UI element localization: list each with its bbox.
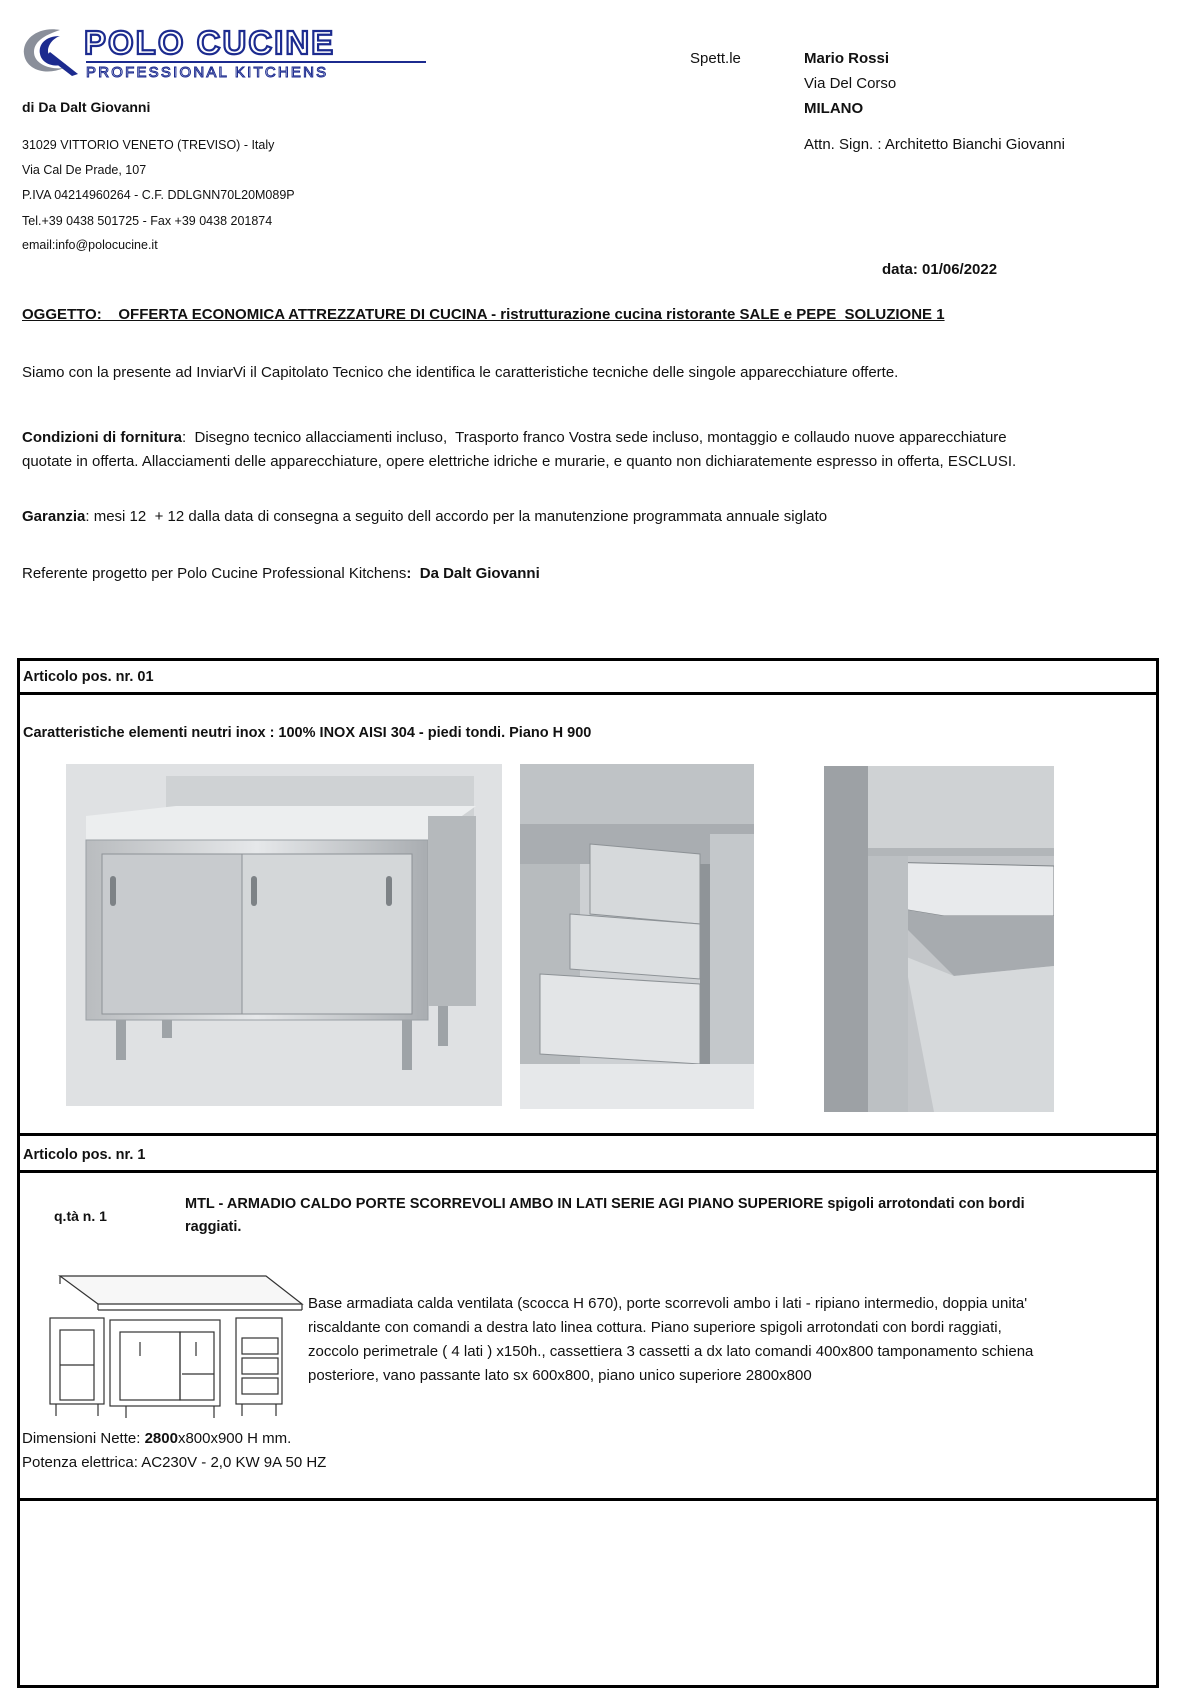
company-email: email:info@polocucine.it bbox=[22, 238, 158, 252]
recipient-street: Via Del Corso bbox=[804, 75, 897, 92]
item-title-line1: MTL - ARMADIO CALDO PORTE SCORREVOLI AMBO IN LATI SERIE AGI PIANO SUPERIORE spigoli arrotondati con bordi bbox=[185, 1196, 1025, 1212]
document-date: data: 01/06/2022 bbox=[882, 261, 998, 278]
item-quantity: q.tà n. 1 bbox=[54, 1208, 107, 1224]
warranty-label: Garanzia bbox=[22, 508, 86, 525]
drawers-photo bbox=[520, 764, 754, 1109]
item-description-line1: Base armadiata calda ventilata (scocca H 670), porte scorrevoli ambo i lati - ripiano intermedio, doppia unita' bbox=[308, 1295, 1028, 1312]
document-subject: OGGETTO: OFFERTA ECONOMICA ATTREZZATURE DI CUCINA - ristrutturazione cucina ristorante SALE e PEPE SOLUZIONE 1 bbox=[22, 306, 945, 323]
company-phone: Tel.+39 0438 501725 - Fax +39 0438 201874 bbox=[22, 214, 273, 228]
edge-detail-photo bbox=[824, 766, 1054, 1112]
warranty-text: : mesi 12 + 12 dalla data di consegna a seguito dell accordo per la manutenzione programmata annuale siglato bbox=[85, 508, 828, 525]
recipient-attn: Attn. Sign. : Architetto Bianchi Giovanni bbox=[804, 136, 1065, 153]
dimensions-rest: x800x900 H mm. bbox=[177, 1430, 292, 1447]
section2-header: Articolo pos. nr. 1 bbox=[23, 1147, 146, 1163]
item-description-line3: zoccolo perimetrale ( 4 lati ) x150h., cassettiera 3 cassetti a dx lato comandi 400x800 tamponamento schiena bbox=[308, 1343, 1034, 1360]
divider bbox=[17, 1133, 1159, 1136]
item-power: Potenza elettrica: AC230V - 2,0 KW 9A 50 HZ bbox=[22, 1454, 327, 1471]
referent-name: Da Dalt Giovanni bbox=[419, 565, 540, 582]
referent-label: Referente progetto per Polo Cucine Professional Kitchens bbox=[22, 565, 407, 582]
intro-text: Siamo con la presente ad InviarVi il Capitolato Tecnico che identifica le caratteristiche tecniche delle singole apparecchiature offerte. bbox=[22, 364, 899, 381]
item-description-line2: riscaldante con comandi a destra lato linea cottura. Piano superiore spigoli arrotondati con bordi raggiati, bbox=[308, 1319, 1002, 1336]
logo-divider bbox=[86, 61, 426, 63]
recipient-name: Mario Rossi bbox=[804, 50, 890, 67]
logo-subtitle: PROFESSIONAL KITCHENS bbox=[86, 64, 329, 81]
company-logo bbox=[20, 24, 410, 88]
section1-features: Caratteristiche elementi neutri inox : 100% INOX AISI 304 - piedi tondi. Piano H 900 bbox=[23, 725, 592, 741]
conditions-line2: quotate in offerta. Allacciamenti delle apparecchiature, opere elettriche idriche e murarie, e quanto non dichiaratemente espresso in offerta, ESCLUSI. bbox=[22, 453, 1017, 470]
company-owner: di Da Dalt Giovanni bbox=[22, 99, 151, 115]
section1-header: Articolo pos. nr. 01 bbox=[23, 669, 154, 685]
divider bbox=[17, 692, 1159, 695]
conditions-text1: : Disegno tecnico allacciamenti incluso, Trasporto franco Vostra sede incluso, montaggio e collaudo nuove apparecchiature bbox=[181, 429, 1007, 446]
item-description-line4: posteriore, vano passante lato sx 600x800, piano unico superiore 2800x800 bbox=[308, 1367, 812, 1384]
dimensions-length: 2800 bbox=[144, 1430, 178, 1447]
logo-wordmark: POLO CUCINE bbox=[84, 24, 336, 61]
logo-swoosh-icon bbox=[20, 26, 82, 78]
company-address2: Via Cal De Prade, 107 bbox=[22, 163, 147, 177]
item-dimensions bbox=[22, 1430, 291, 1447]
divider bbox=[17, 1170, 1159, 1173]
referent-colon: : bbox=[406, 565, 412, 582]
cabinet-photo bbox=[66, 764, 502, 1106]
referent-line bbox=[22, 565, 540, 582]
recipient-city: MILANO bbox=[804, 100, 864, 117]
conditions-line1 bbox=[22, 429, 1007, 446]
divider bbox=[17, 1498, 1159, 1501]
cabinet-technical-drawing bbox=[46, 1270, 306, 1420]
warranty-line bbox=[22, 508, 827, 525]
item-title-line2: raggiati. bbox=[185, 1219, 242, 1235]
dimensions-label: Dimensioni Nette: bbox=[22, 1430, 145, 1447]
company-address1: 31029 VITTORIO VENETO (TREVISO) - Italy bbox=[22, 138, 275, 152]
recipient-salutation: Spett.le bbox=[690, 50, 741, 67]
company-tax: P.IVA 04214960264 - C.F. DDLGNN70L20M089P bbox=[22, 188, 295, 202]
conditions-label: Condizioni di fornitura bbox=[22, 429, 182, 446]
